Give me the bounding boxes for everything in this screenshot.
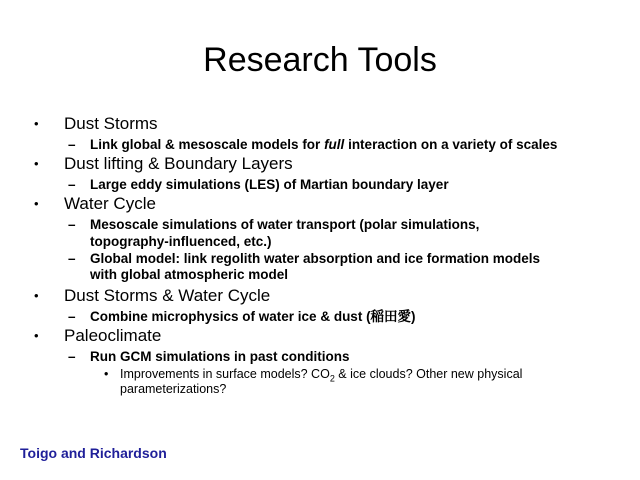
dash-icon: – bbox=[68, 349, 76, 364]
dash-icon: – bbox=[68, 177, 76, 192]
bullet-icon: • bbox=[34, 196, 39, 211]
bullet-icon: • bbox=[34, 328, 39, 343]
detail-subscript: 2 bbox=[329, 373, 335, 384]
sub-bullet-text: Global model: link regolith water absorption and ice formation models bbox=[90, 251, 541, 266]
slide-title: Research Tools bbox=[203, 41, 437, 79]
sub-bullet-text: with global atmospheric model bbox=[90, 267, 289, 282]
sub-text-pre: Link global & mesoscale models for bbox=[90, 137, 325, 152]
sub-bullet-text bbox=[90, 137, 557, 153]
sub-bullet-text: Run GCM simulations in past conditions bbox=[90, 349, 350, 364]
bullet-icon: • bbox=[34, 116, 39, 131]
bullet-icon: • bbox=[34, 156, 39, 171]
dot-icon: • bbox=[104, 367, 109, 381]
dash-icon: – bbox=[68, 309, 76, 324]
bullet-label: Dust Storms bbox=[64, 114, 158, 133]
bullet-label: Water Cycle bbox=[64, 194, 156, 213]
sub-text-post: interaction on a variety of scales bbox=[344, 137, 558, 152]
footer-authors: Toigo and Richardson bbox=[20, 445, 167, 461]
dash-icon: – bbox=[68, 137, 76, 152]
bullet-label: Dust Storms & Water Cycle bbox=[64, 286, 271, 305]
dash-icon: – bbox=[68, 251, 76, 266]
detail-text-post: & ice clouds? Other new physical bbox=[334, 367, 523, 381]
dash-icon: – bbox=[68, 217, 76, 232]
bullet-label: Dust lifting & Boundary Layers bbox=[64, 154, 293, 173]
detail-text-pre: Improvements in surface models? CO bbox=[120, 367, 330, 381]
sub-bullet-text: topography-influenced, etc.) bbox=[90, 234, 272, 249]
bullet-icon: • bbox=[34, 288, 39, 303]
bullet-label: Paleoclimate bbox=[64, 326, 162, 345]
detail-text: parameterizations? bbox=[120, 382, 227, 396]
sub-bullet-text: Large eddy simulations (LES) of Martian boundary layer bbox=[90, 177, 449, 192]
sub-text-emphasis: full bbox=[324, 137, 345, 152]
sub-bullet-text: Combine microphysics of water ice & dust (稲田愛) bbox=[90, 309, 416, 324]
sub-bullet-text: Mesoscale simulations of water transport (polar simulations, bbox=[90, 217, 480, 232]
